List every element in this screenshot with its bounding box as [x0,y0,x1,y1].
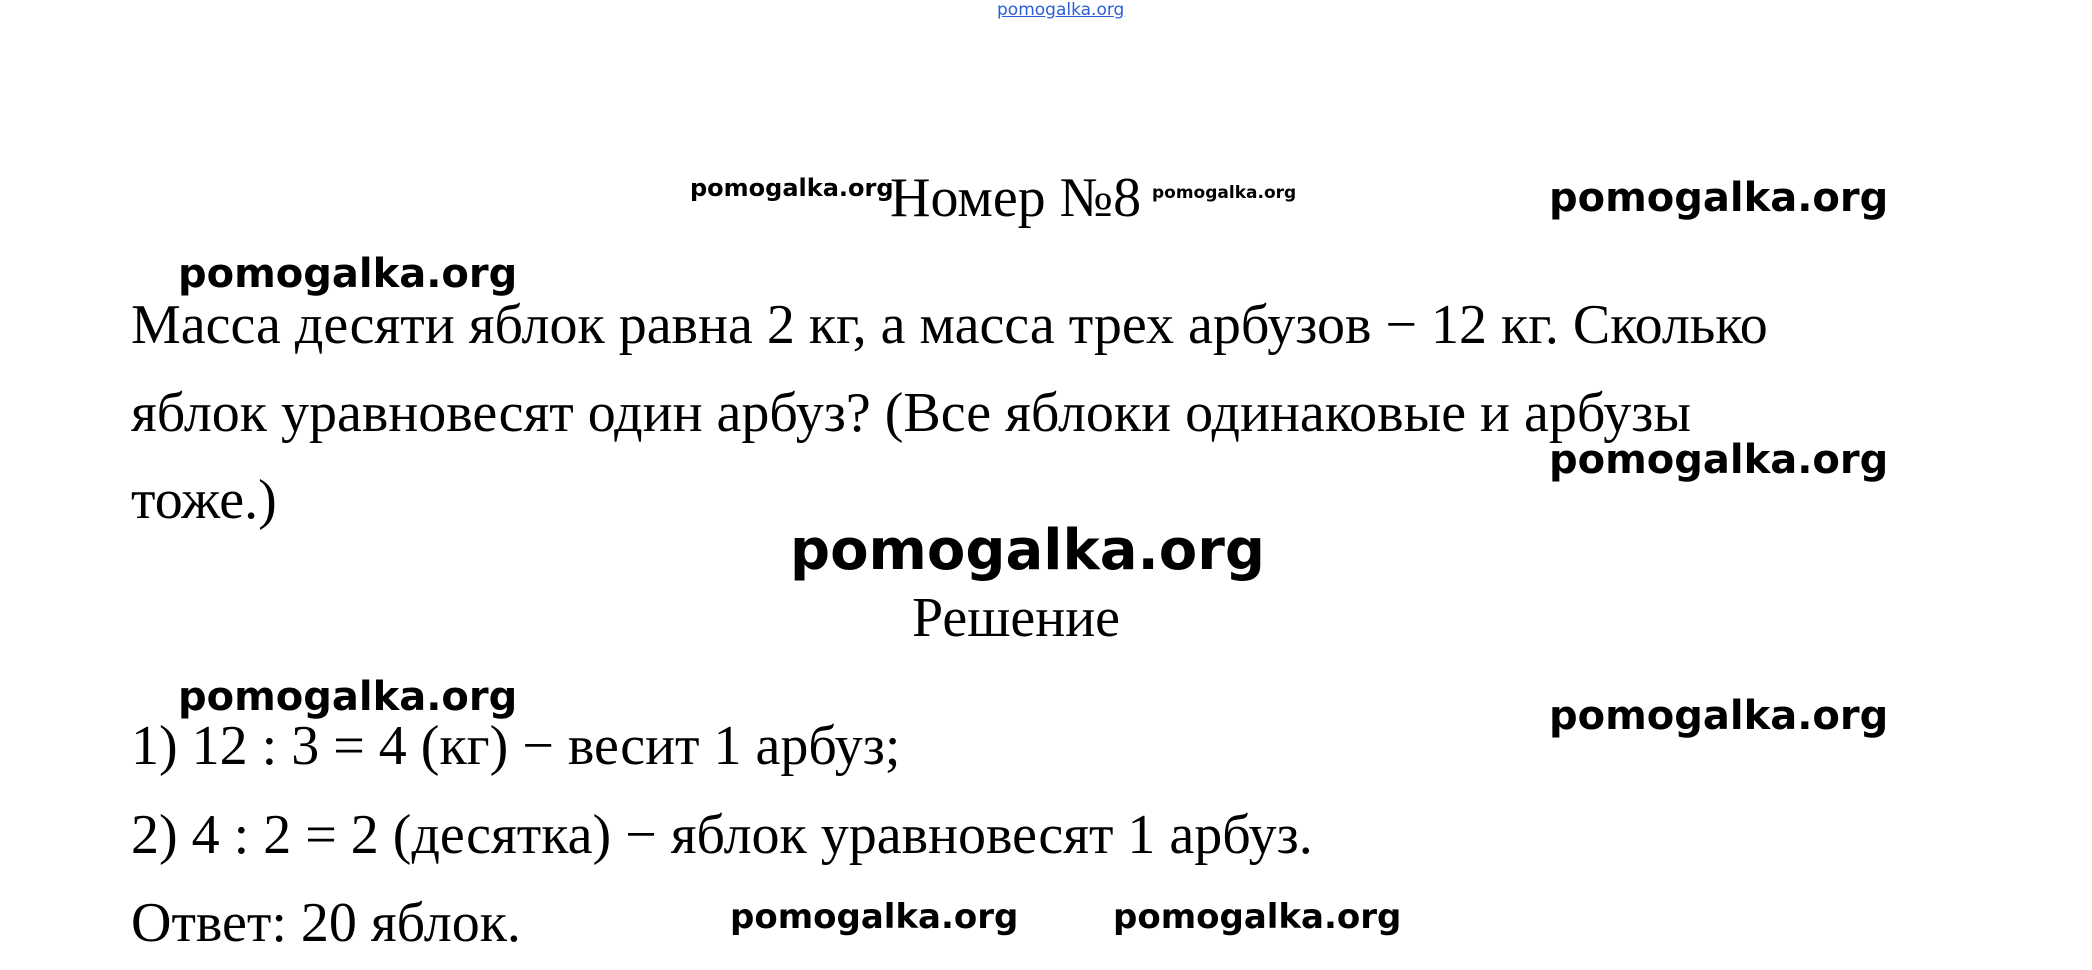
watermark-bottom-left: pomogalka.org [730,897,1019,937]
watermark-center-large: pomogalka.org [790,518,1265,583]
watermark-task-right: pomogalka.org [1549,437,1889,483]
watermark-solution-left: pomogalka.org [178,674,518,720]
solution-step-1: 1) 12 : 3 = 4 (кг) − весит 1 арбуз; [131,715,901,777]
watermark-solution-right: pomogalka.org [1549,693,1889,739]
watermark-task-top: pomogalka.org [178,251,518,297]
task-text-line-2: яблок уравновесят один арбуз? (Все яблоки одинаковые и арбузы [131,382,1691,444]
watermark-title-left: pomogalka.org [690,174,894,202]
solution-step-2: 2) 4 : 2 = 2 (десятка) − яблок уравновесят 1 арбуз. [131,804,1313,866]
solution-answer: Ответ: 20 яблок. [131,892,521,954]
page-title: Номер №8 [890,167,1142,229]
watermark-title-right-small: pomogalka.org [1152,183,1297,203]
watermark-top-link[interactable]: pomogalka.org [997,0,1125,20]
watermark-title-right: pomogalka.org [1549,175,1889,221]
solution-heading: Решение [912,587,1121,649]
watermark-bottom-right: pomogalka.org [1113,897,1402,937]
task-text-line-3: тоже.) [131,469,277,531]
task-text-line-1: Масса десяти яблок равна 2 кг, а масса трех арбузов − 12 кг. Сколько [131,294,1768,356]
